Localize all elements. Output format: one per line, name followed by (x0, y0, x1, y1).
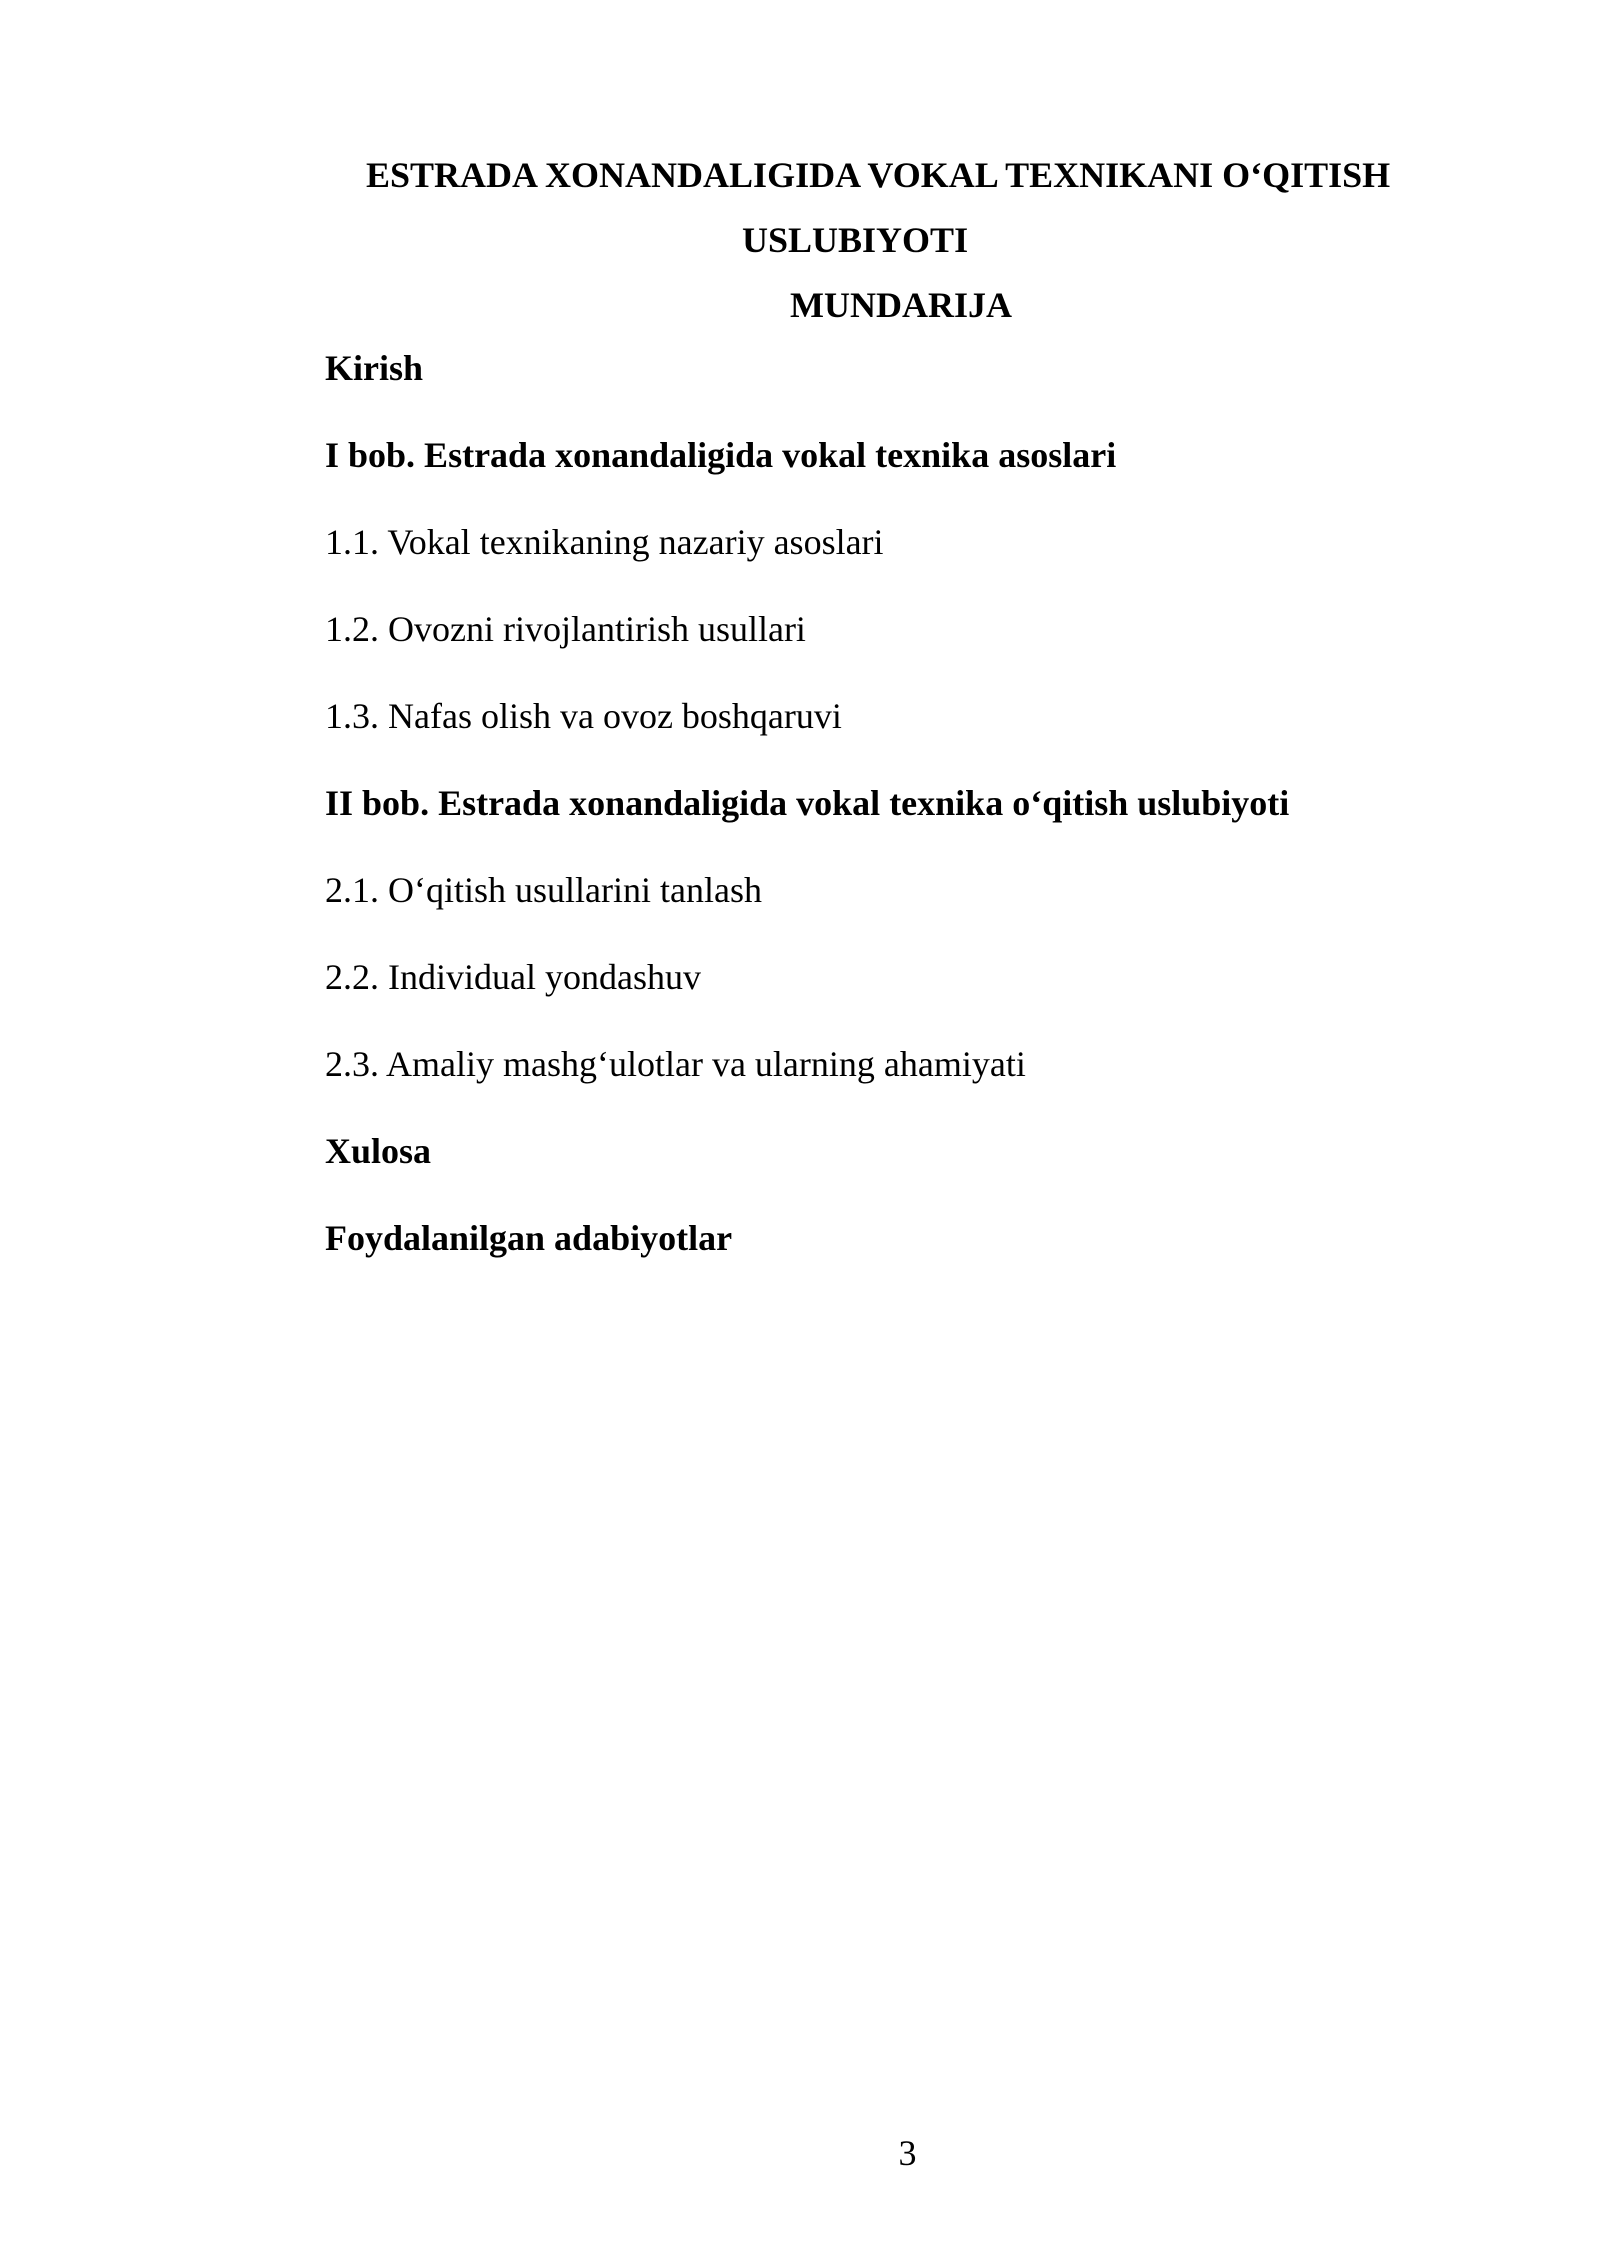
toc-section-1-1: 1.1. Vokal texnikaning nazariy asoslari (325, 522, 884, 562)
toc-entry-kirish: Kirish (325, 348, 424, 388)
toc-entry-references: Foydalanilgan adabiyotlar (325, 1218, 733, 1258)
toc-section-1-3: 1.3. Nafas olish va ovoz boshqaruvi (325, 696, 842, 736)
toc-chapter-2: II bob. Estrada xonandaligida vokal texnika o‘qitish uslubiyoti (325, 783, 1290, 823)
toc-entry-xulosa: Xulosa (325, 1131, 432, 1171)
toc-section-1-2: 1.2. Ovozni rivojlantirish usullari (325, 609, 806, 649)
contents-heading: MUNDARIJA (790, 285, 1012, 325)
page-number: 3 (898, 2133, 917, 2173)
toc-chapter-1: I bob. Estrada xonandaligida vokal texnika asoslari (325, 435, 1117, 475)
document-title-line-2: USLUBIYOTI (742, 220, 969, 260)
toc-section-2-1: 2.1. O‘qitish usullarini tanlash (325, 870, 762, 910)
document-title-line-1: ESTRADA XONANDALIGIDA VOKAL TEXNIKANI O‘QITISH (366, 155, 1391, 195)
toc-section-2-2: 2.2. Individual yondashuv (325, 957, 701, 997)
toc-section-2-3: 2.3. Amaliy mashg‘ulotlar va ularning ahamiyati (325, 1044, 1026, 1084)
